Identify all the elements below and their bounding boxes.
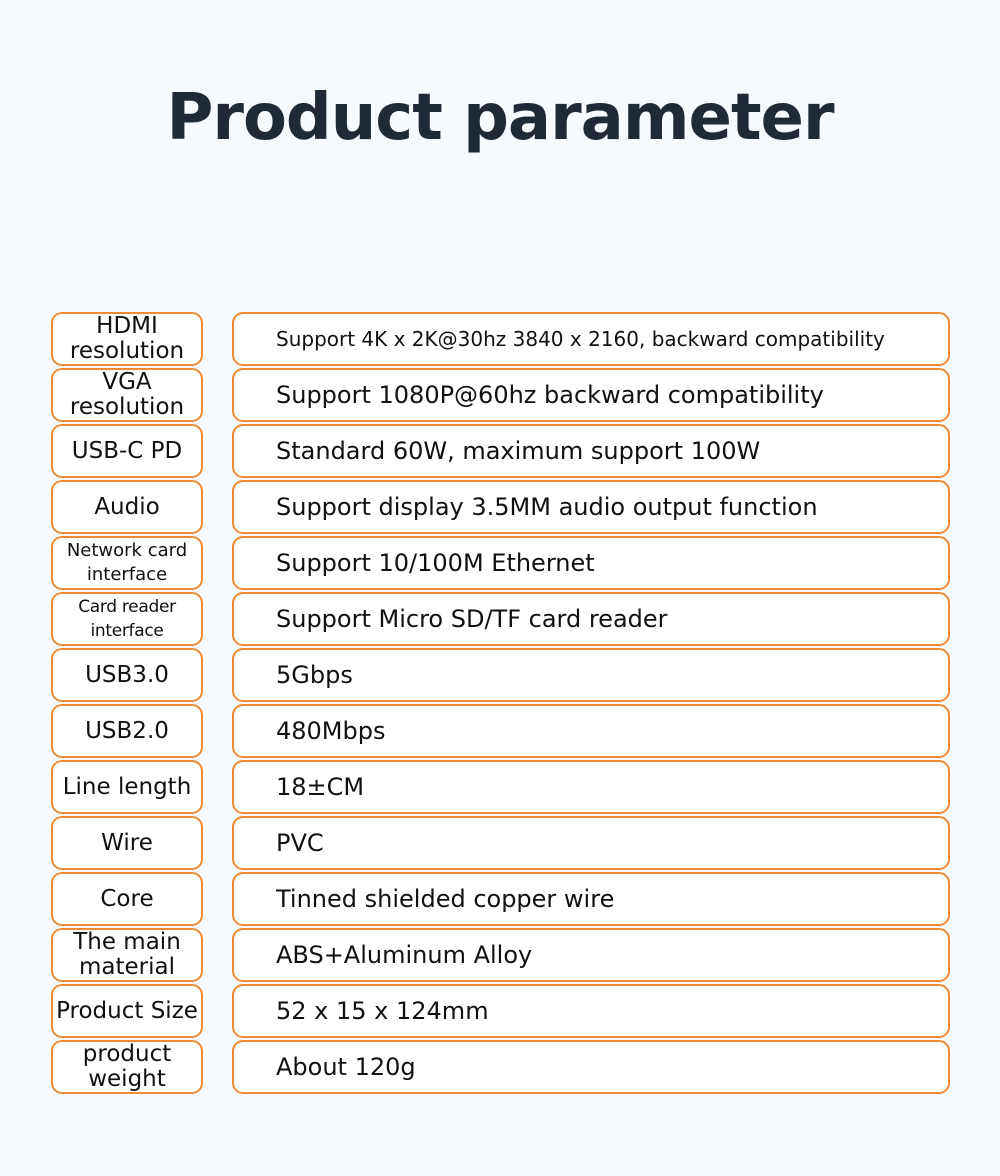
parameter-value: Support Micro SD/TF card reader — [276, 605, 668, 633]
parameter-value-cell — [232, 816, 950, 870]
parameter-label-cell — [51, 872, 203, 926]
parameter-value-cell — [232, 704, 950, 758]
parameter-value-cell — [232, 424, 950, 478]
table-row — [51, 816, 950, 872]
parameter-value: Tinned shielded copper wire — [276, 885, 615, 913]
parameter-value-cell — [232, 872, 950, 926]
parameter-value: 52 x 15 x 124mm — [276, 997, 489, 1025]
table-row — [51, 928, 950, 984]
parameter-label-cell — [51, 704, 203, 758]
parameter-value-cell — [232, 648, 950, 702]
table-row — [51, 760, 950, 816]
parameter-value-cell — [232, 368, 950, 422]
parameter-table — [51, 312, 950, 1096]
parameter-label: Line length — [62, 773, 192, 800]
parameter-label: USB2.0 — [85, 717, 169, 744]
parameter-label: The main material — [73, 929, 181, 980]
parameter-value-cell — [232, 536, 950, 590]
parameter-label-cell — [51, 984, 203, 1038]
parameter-label-cell — [51, 816, 203, 870]
parameter-label: HDMI resolution — [69, 313, 185, 364]
parameter-label-cell — [51, 928, 203, 982]
parameter-value-cell — [232, 1040, 950, 1094]
parameter-value: ABS+Aluminum Alloy — [276, 941, 533, 969]
parameter-value: About 120g — [276, 1053, 416, 1081]
table-row — [51, 648, 950, 704]
parameter-value: 5Gbps — [276, 661, 353, 689]
parameter-label: Network card interface — [66, 540, 188, 585]
parameter-label-cell — [51, 592, 203, 646]
parameter-label: VGA resolution — [69, 369, 185, 420]
parameter-value-cell — [232, 760, 950, 814]
parameter-label: Core — [100, 885, 154, 912]
parameter-label: product weight — [82, 1041, 172, 1092]
parameter-value: Support 10/100M Ethernet — [276, 549, 595, 577]
parameter-label: USB-C PD — [71, 437, 183, 464]
parameter-value-cell — [232, 928, 950, 982]
parameter-value-cell — [232, 592, 950, 646]
table-row — [51, 872, 950, 928]
parameter-value-cell — [232, 312, 950, 366]
table-row — [51, 536, 950, 592]
parameter-value: Standard 60W, maximum support 100W — [276, 437, 761, 465]
parameter-value: Support 1080P@60hz backward compatibility — [276, 381, 824, 409]
parameter-label-cell — [51, 536, 203, 590]
parameter-value: 480Mbps — [276, 717, 386, 745]
parameter-label-cell — [51, 424, 203, 478]
parameter-label: USB3.0 — [85, 661, 169, 688]
parameter-label-cell — [51, 480, 203, 534]
table-row — [51, 592, 950, 648]
page-title: Product parameter — [166, 81, 834, 155]
table-row — [51, 480, 950, 536]
parameter-label-cell — [51, 648, 203, 702]
table-row — [51, 1040, 950, 1096]
table-row — [51, 424, 950, 480]
parameter-value-cell — [232, 984, 950, 1038]
parameter-label: Card reader interface — [78, 597, 176, 641]
parameter-value: PVC — [276, 829, 324, 857]
parameter-label: Product Size — [56, 997, 198, 1024]
parameter-label-cell — [51, 312, 203, 366]
parameter-label: Wire — [101, 829, 153, 856]
table-row — [51, 704, 950, 760]
table-row — [51, 368, 950, 424]
parameter-label-cell — [51, 1040, 203, 1094]
parameter-value: 18±CM — [276, 773, 365, 801]
parameter-value: Support 4K x 2K@30hz 3840 x 2160, backward compatibility — [276, 327, 885, 351]
parameter-value: Support display 3.5MM audio output function — [276, 493, 818, 521]
parameter-label: Audio — [94, 493, 160, 520]
parameter-label-cell — [51, 368, 203, 422]
table-row — [51, 312, 950, 368]
table-row — [51, 984, 950, 1040]
parameter-label-cell — [51, 760, 203, 814]
parameter-value-cell — [232, 480, 950, 534]
